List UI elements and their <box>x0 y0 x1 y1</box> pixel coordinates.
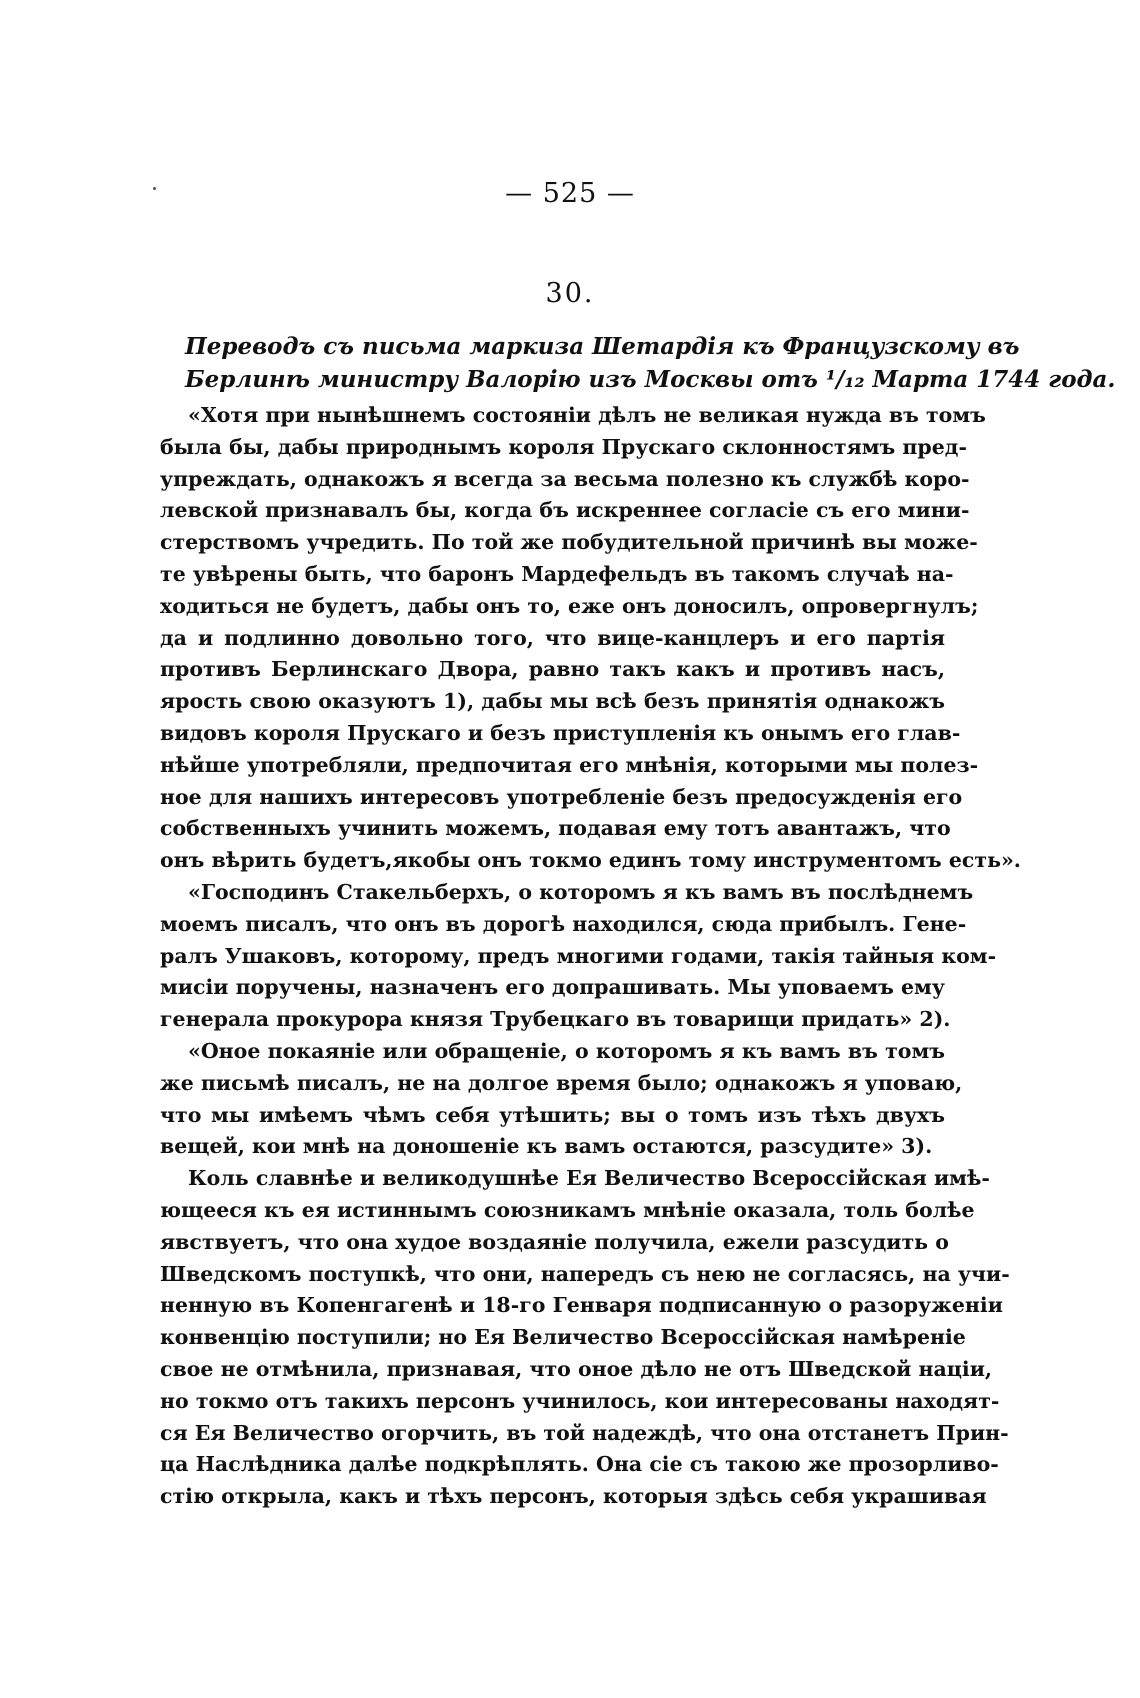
paragraph-line: собственныхъ учинить можемъ, подавая ему тотъ авантажъ, что <box>160 816 951 841</box>
paragraph-line: конвенцію поступили; но Ея Величество Всероссійская намѣреніе <box>160 1325 966 1350</box>
paragraph-line: стерствомъ учредить. По той же побудительной причинѣ вы може- <box>160 530 978 555</box>
paragraph-line: что мы имѣемъ чѣмъ себя утѣшить; вы о томъ изъ тѣхъ двухъ <box>160 1102 945 1127</box>
paragraph-line: была бы, дабы природнымъ короля Прускаго склонностямъ пред- <box>160 434 967 459</box>
heading-line: Берлинѣ министру Валорію изъ Москвы отъ ¹/₁₂ Марта 1744 года. <box>185 366 1116 393</box>
document-number: 30. <box>545 278 595 309</box>
paragraph-line: Коль славнѣе и великодушнѣе Ея Величество Всероссійская имѣ- <box>188 1166 990 1191</box>
paragraph-line: «Господинъ Стакельберхъ, о которомъ я къ вамъ въ послѣднемъ <box>188 879 974 904</box>
paragraph-line: ходиться не будетъ, дабы онъ то, еже онъ доносилъ, опровергнулъ; <box>160 593 979 618</box>
paragraph-line: вещей, кои мнѣ на доношеніе къ вамъ остаются, разсудите» 3). <box>160 1134 933 1159</box>
paragraph-line: ющееся къ ея истиннымъ союзникамъ мнѣніе оказала, толь болѣе <box>160 1197 975 1222</box>
paragraph-line: упреждать, однакожъ я всегда за весьма полезно къ службѣ коро- <box>160 466 970 491</box>
paragraph-line: «Оное покаяніе или обращеніе, о которомъ я къ вамъ въ томъ <box>188 1038 945 1063</box>
paragraph-line: Шведскомъ поступкѣ, что они, напередъ съ нею не согласясь, на учи- <box>160 1261 1010 1286</box>
document-heading <box>185 330 1116 396</box>
paragraph-line: те увѣрены быть, что баронъ Мардефельдъ въ такомъ случаѣ на- <box>160 561 954 586</box>
paragraph-line: же письмѣ писалъ, не на долгое время было; однакожъ я уповаю, <box>160 1070 963 1095</box>
paragraph-line: свое не отмѣнила, признавая, что оное дѣло не отъ Шведской націи, <box>160 1356 993 1381</box>
paragraph-line: явствуетъ, что она худое воздаяніе получила, ежели разсудить о <box>160 1229 949 1254</box>
paragraph-line: левской признавалъ бы, когда бъ искреннее согласіе съ его мини- <box>160 498 970 523</box>
paragraph-line: ся Ея Величество огорчить, въ той надеждѣ, что она отстанетъ Прин- <box>160 1420 1009 1445</box>
paragraph-line: ное для нашихъ интересовъ употребленіе безъ предосужденія его <box>160 784 963 809</box>
paragraph-line: мисіи поручены, назначенъ его допрашивать. Мы уповаемъ ему <box>160 975 945 1000</box>
page-number: — 525 — <box>505 178 635 209</box>
paragraph-line: стію открыла, какъ и тѣхъ персонъ, которыя здѣсь себя украшивая <box>160 1484 987 1509</box>
paragraph-line: но токмо отъ такихъ персонъ учинилось, кои интересованы находят- <box>160 1388 1000 1413</box>
paragraph-line: «Хотя при нынѣшнемъ состояніи дѣлъ не великая нужда въ томъ <box>188 403 986 427</box>
heading-line: Переводъ съ письма маркиза Шетардія къ Французскому въ <box>185 333 1020 360</box>
paragraph-line: да и подлинно довольно того, что вице-канцлеръ и его партія <box>160 625 945 650</box>
paragraph-line: генерала прокурора князя Трубецкаго въ товарищи придать» 2). <box>160 1007 951 1032</box>
paragraph-line: онъ вѣрить будетъ,якобы онъ токмо единъ тому инструментомъ есть». <box>160 848 1021 873</box>
paragraph-line: ца Наслѣдника далѣе подкрѣплять. Она сіе съ такою же прозорливо- <box>160 1452 999 1477</box>
paragraph-line: ярость свою оказуютъ 1), дабы мы всѣ безъ принятія однакожъ <box>160 689 945 714</box>
body-text <box>160 400 1021 1513</box>
paragraph-line: нѣйше употребляли, предпочитая его мнѣнія, которыми мы полез- <box>160 752 979 777</box>
paragraph-line: ненную въ Копенгагенѣ и 18-го Генваря подписанную о разоруженіи <box>160 1293 1003 1318</box>
paragraph-line: ралъ Ушаковъ, которому, предъ многими годами, такія тайныя ком- <box>160 943 997 968</box>
paragraph-line: видовъ короля Прускаго и безъ приступленія къ онымъ его глав- <box>160 720 961 745</box>
paragraph-line: противъ Берлинскаго Двора, равно такъ какъ и противъ насъ, <box>160 657 945 682</box>
paragraph-line: моемъ писалъ, что онъ въ дорогѣ находился, сюда прибылъ. Гене- <box>160 911 967 936</box>
